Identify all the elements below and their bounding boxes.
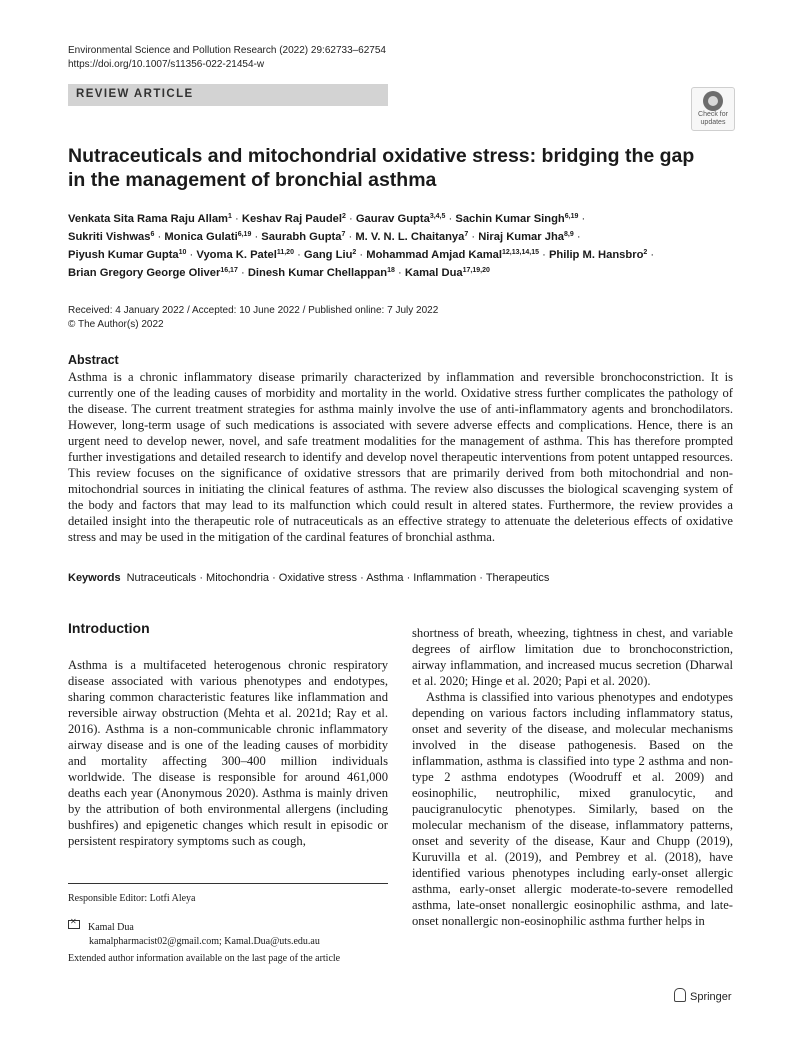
corresponding-author xyxy=(68,920,320,949)
envelope-icon xyxy=(68,920,80,929)
author-name[interactable]: Vyoma K. Patel xyxy=(196,249,277,261)
author-name[interactable]: Saurabh Gupta xyxy=(261,231,342,243)
keywords xyxy=(68,571,549,586)
author-name[interactable]: Gaurav Gupta xyxy=(355,213,430,225)
footnote-divider xyxy=(68,883,388,884)
author-affiliation: 12,13,14,15 xyxy=(502,249,539,256)
check-for-updates-badge[interactable] xyxy=(691,87,735,131)
author-affiliation: 6,19 xyxy=(237,231,252,238)
publication-dates xyxy=(68,304,438,332)
keywords-label: Keywords xyxy=(68,572,121,584)
author-name[interactable]: M. V. N. L. Chaitanya xyxy=(355,231,465,243)
author-name[interactable]: Monica Gulati xyxy=(164,231,238,243)
responsible-editor: Responsible Editor: Lotfi Aleya xyxy=(68,893,196,904)
author-name[interactable]: Keshav Raj Paudel xyxy=(241,213,342,225)
author-affiliation: 3,4,5 xyxy=(429,213,446,220)
body-column-right xyxy=(412,625,733,929)
author-affiliation: 2 xyxy=(643,249,648,256)
doi-link[interactable]: https://doi.org/10.1007/s11356-022-21454-w xyxy=(68,59,265,70)
article-type-banner xyxy=(68,84,388,106)
corresponding-author-name: Kamal Dua xyxy=(88,922,134,933)
body-paragraph: shortness of breath, wheezing, tightness in chest, and variable degrees of airflow limitation due to bronchoconstriction, airway inflammation, and increased mucus secretion (Dharwal et al. 2020; Hinge et al. 2020; Papi et al. 2020). xyxy=(412,626,733,688)
author-name[interactable]: Gang Liu xyxy=(303,249,353,261)
crossmark-icon xyxy=(703,91,723,111)
author-name[interactable]: Kamal Dua xyxy=(404,267,463,279)
springer-horse-icon xyxy=(674,988,686,1002)
author-affiliation: 17,19,20 xyxy=(462,267,490,274)
author-name[interactable]: Venkata Sita Rama Raju Allam xyxy=(68,213,229,225)
author-affiliation: 7 xyxy=(341,231,346,238)
author-name[interactable]: Brian Gregory George Oliver xyxy=(68,267,221,279)
copyright-line: © The Author(s) 2022 xyxy=(68,319,164,330)
article-title: Nutraceuticals and mitochondrial oxidative stress: bridging the gap in the management of bronchial asthma xyxy=(68,145,695,191)
author-name[interactable]: Sachin Kumar Singh xyxy=(455,213,565,225)
author-affiliation: 1 xyxy=(228,213,232,220)
author-affiliation: 6 xyxy=(150,231,155,238)
journal-line: Environmental Science and Pollution Research (2022) 29:62733–62754 xyxy=(68,45,386,56)
author-affiliation: 2 xyxy=(341,213,346,220)
author-affiliation: 16,17 xyxy=(220,267,238,274)
author-affiliation: 2 xyxy=(352,249,357,256)
author-affiliation: 10 xyxy=(178,249,187,256)
journal-citation xyxy=(68,44,386,72)
body-column-left: Asthma is a multifaceted heterogenous chronic respiratory disease associated with various phenotypes and endotypes, sharing common characteristic features like inflammation and reversible airway obstruction (Mehta et al. 2021d; Ray et al. 2016). Asthma is a non-communicable chronic inflammatory airway disease and is one of the leading causes of morbidity and mortality affecting 300–400 million individuals worldwide. The disease is responsible for around 461,000 deaths each year (Anonymous 2020). Asthma is mainly driven by the attribution of both environmental allergens (including bushfires) and epigenetic changes which result in episodic or persistent respiratory symptoms such as cough, xyxy=(68,658,388,848)
extended-author-info: Extended author information available on the last page of the article xyxy=(68,953,341,964)
author-name[interactable]: Sukriti Vishwas xyxy=(68,231,151,243)
author-name[interactable]: Philip M. Hansbro xyxy=(548,249,644,261)
abstract-heading: Abstract xyxy=(68,353,119,367)
abstract-text: Asthma is a chronic inflammatory disease primarily characterized by inflammation and reversible bronchoconstriction. It is currently one of the leading causes of morbidity and mortality in the world. Oxidative stress further complicates the pathology of the disease. The current treatment strategies for asthma mainly involve the use of anti-inflammatory agents and bronchodilators. However, long-term usage of such medications is associated with severe adverse effects and complications. Hence, there is an urgent need to develop newer, novel, and safe treatment modalities for the management of asthma. This has therefore prompted further investigations and detailed research to identify and develop novel therapeutic interventions from potent untapped resources. This review focuses on the significance of oxidative stressors that are primarily derived from both mitochondrial and non-mitochondrial sources in initiating the clinical features of asthma. The review also discusses the biological scavenging system of the body and factors that may lead to its malfunction which could result in altered states. Furthermore, the review provides a detailed insight into the therapeutic role of nutraceuticals as an effective strategy to attenuate the deleterious effects of oxidative stress and may be used in the mitigation of the cardinal features of bronchial asthma. xyxy=(68,370,733,544)
body-paragraph: Asthma is classified into various phenotypes and endotypes depending on various factors including inflammatory status, onset and severity of the disease, and molecular mechanisms involved in the disease pathogenesis. Based on the inflammation, asthma is classified into type 2 asthma and non-type 2 asthma endotypes (Woodruff et al. 2009) and eosinophilic, neutrophilic, mixed granulocytic, and paucigranulocytic phenotypes. Similarly, based on the molecular mechanism of the disease, inflammatory patterns, onset and severity of the disease, Kaur and Chupp (2019), Kuruvilla et al. (2019), and Pembrey et al. (2018), have identified various phenotypes including early-onset allergic asthma, early-onset allergic moderate-to-severe remodelled asthma, late-onset nonallergic eosinophilic asthma, and late-onset nonallergic non-eosinophilic asthma further helps in xyxy=(412,690,733,928)
author-affiliation: 18 xyxy=(387,267,395,274)
corresponding-author-email[interactable]: kamalpharmacist02@gmail.com; Kamal.Dua@uts.edu.au xyxy=(89,936,320,947)
article-type-label: REVIEW ARTICLE xyxy=(76,88,194,100)
publisher-logo xyxy=(674,988,732,1004)
section-heading-introduction: Introduction xyxy=(68,620,150,636)
author-affiliation: 6,19 xyxy=(564,213,579,220)
author-name[interactable]: Mohammad Amjad Kamal xyxy=(366,249,502,261)
publisher-name: Springer xyxy=(690,991,732,1003)
received-accepted-published: Received: 4 January 2022 / Accepted: 10 June 2022 / Published online: 7 July 2022 xyxy=(68,305,439,316)
check-updates-line-2: updates xyxy=(700,119,726,126)
author-list: Venkata Sita Rama Raju Allam$^1$ · Keshav Raj Paudel$^2$ · Gaurav Gupta$^{3,4,5}$ · Sachin Kumar Singh$^{6,19}$ · Sukriti Vishwas$^6$ · Monica Gulati$^{6,19}$ · Saurabh Gupta$^7$ · M. V. N. L. Chaitanya$^7$ · Niraj Kumar Jha$^{8,9}$ · Piyush Kumar Gupta$^{10}$ · Vyoma K. Patel$^{11,20}$ · Gang Liu$^2$ · Mohammad Amjad Kamal$^{12,13,14,15}$ · Philip M. Hansbro$^2$ · Brian Gregory George Oliver$^{16,17}$ · Dinesh Kumar Chellappan$^{18}$ · Kamal Dua$^{17,19,20}$ xyxy=(68,213,655,279)
author-name[interactable]: Piyush Kumar Gupta xyxy=(68,249,179,261)
author-affiliation: 8,9 xyxy=(564,231,574,238)
keywords-list: Nutraceuticals · Mitochondria · Oxidative stress · Asthma · Inflammation · Therapeutics xyxy=(126,572,550,584)
author-name[interactable]: Dinesh Kumar Chellappan xyxy=(247,267,388,279)
author-affiliation: 7 xyxy=(464,231,469,238)
author-affiliation: 11,20 xyxy=(276,249,294,256)
author-name[interactable]: Niraj Kumar Jha xyxy=(478,231,565,243)
check-updates-line-1: Check for xyxy=(698,111,728,118)
